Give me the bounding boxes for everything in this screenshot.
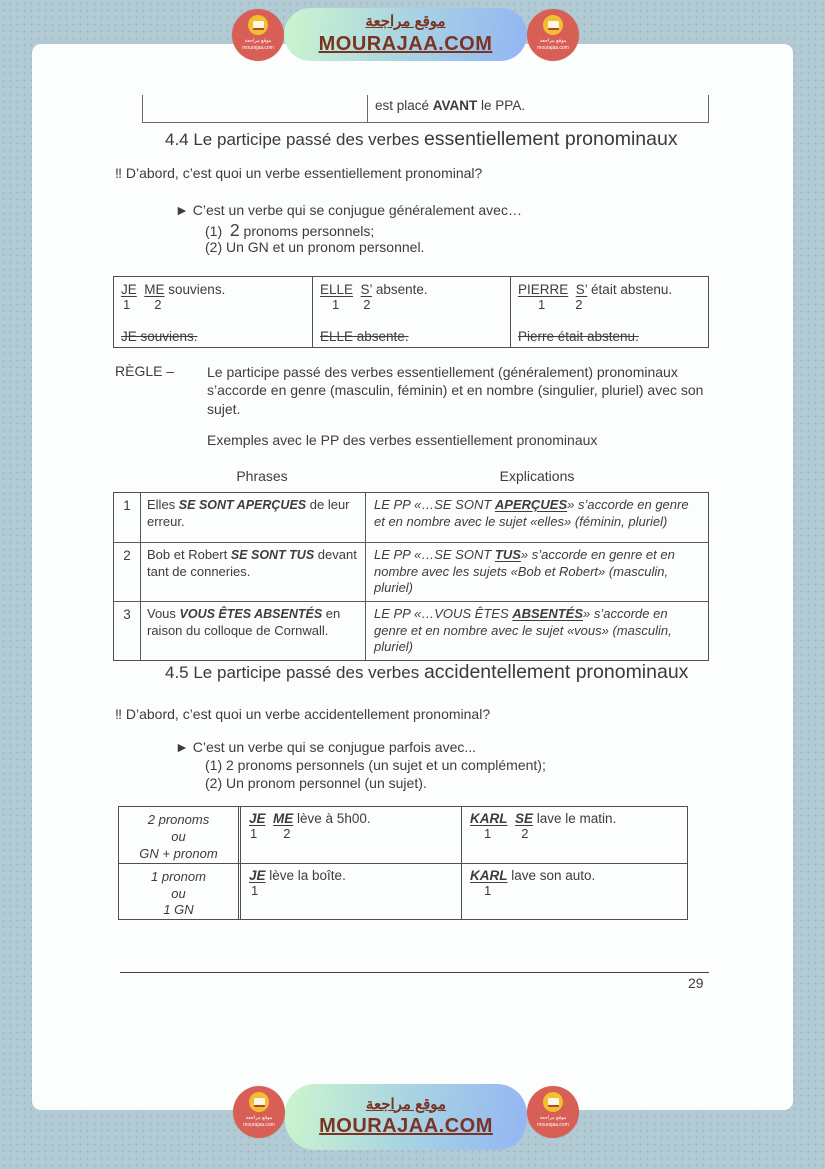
- badge-text: موقع مراجعة mourajaa.com: [537, 38, 569, 51]
- example-cell: JE lève la boîte. 1: [241, 864, 462, 920]
- section-4-4-bullet: ► C’est un verbe qui se conjugue généralement avec…: [175, 202, 522, 218]
- section-4-5-title: 4.5 Le participe passé des verbes accidentellement pronominaux: [165, 661, 689, 683]
- column-header-explications: Explications: [499, 468, 575, 484]
- section-4-4-question: ‼ D’abord, c’est quoi un verbe essentiellement pronominal?: [115, 165, 483, 181]
- section-4-4-title: 4.4 Le participe passé des verbes essentiellement pronominaux: [165, 128, 678, 150]
- row-number: 1: [114, 493, 141, 542]
- row-label-cell: 2 pronoms ou GN + pronom: [119, 807, 241, 863]
- section-4-5-item-1: (1) 2 pronoms personnels (un sujet et un complément);: [205, 757, 546, 773]
- phrase-cell: Vous VOUS ÊTES ABSENTÉS en raison du colloque de Cornwall.: [141, 602, 366, 660]
- example-cell: ELLE S’ absente. 1 2 ELLE absente.: [312, 277, 510, 347]
- row-number: 2: [114, 543, 141, 601]
- header-left-logo-badge[interactable]: [232, 9, 284, 61]
- carryover-table: [142, 95, 709, 123]
- brand-name-arabic: موقع مراجعة: [365, 1095, 447, 1113]
- document-page: [32, 44, 793, 1110]
- explanation-cell: LE PP «…VOUS ÊTES ABSENTÉS» s’accorde en genre et en nombre avec le sujet «vous» (masculin, pluriel): [374, 605, 672, 655]
- carryover-cell-text: est placé AVANT le PPA.: [375, 98, 526, 113]
- brand-name-arabic: موقع مراجعة: [365, 13, 446, 31]
- section-4-5-bullet: ► C’est un verbe qui se conjugue parfois avec...: [175, 739, 477, 755]
- badge-text: موقع مراجعة mourajaa.com: [242, 38, 274, 51]
- rule-text: Le participe passé des verbes essentiellement (généralement) pronominaux s’accorde en genre (masculin, féminin) et en nombre (singulier, pluriel) avec son sujet.: [207, 364, 704, 417]
- header-right-logo-badge[interactable]: [527, 9, 579, 61]
- essential-pronominal-examples-table: [113, 276, 709, 348]
- phrase-cell: Elles SE SONT APERÇUES de leur erreur.: [141, 493, 366, 542]
- explanation-cell: LE PP «…SE SONT APERÇUES» s’accorde en genre et en nombre avec le sujet «elles» (féminin, pluriel): [374, 497, 689, 529]
- table-row: [114, 601, 708, 660]
- explanation-cell: LE PP «…SE SONT TUS» s’accorde en genre et en nombre avec les sujets «Bob et Robert» (masculin, pluriel): [374, 547, 675, 596]
- accidental-pronominal-table: [118, 806, 688, 920]
- phrases-explications-table: [113, 492, 709, 661]
- examples-caption: Exemples avec le PP des verbes essentiellement pronominaux: [207, 432, 598, 448]
- footer-right-logo-badge[interactable]: [527, 1086, 579, 1138]
- badge-text: موقع مراجعة mourajaa.com: [243, 1115, 275, 1128]
- example-cell: JE ME lève à 5h00. 1 2: [241, 807, 462, 863]
- rule-label: RÈGLE –: [115, 363, 175, 379]
- column-header-phrases: Phrases: [236, 468, 288, 484]
- section-4-4-item-2: (2) Un GN et un pronom personnel.: [205, 239, 425, 255]
- example-cell: JE ME souviens. 1 2 JE souviens.: [121, 282, 226, 344]
- brand-url: MOURAJAA.COM: [319, 1115, 493, 1138]
- section-4-4-item-1: (1) 2 pronoms personnels;: [205, 220, 375, 240]
- section-4-5-question: ‼ D’abord, c’est quoi un verbe accidentellement pronominal?: [115, 706, 491, 722]
- example-cell: KARL SE lave le matin. 1 2: [470, 811, 617, 841]
- example-cell: PIERRE S’ était abstenu. 1 2 Pierre était abstenu.: [510, 277, 708, 347]
- table-row: [119, 807, 687, 863]
- row-label-cell: 1 pronom ou 1 GN: [119, 864, 241, 920]
- book-icon: [248, 15, 268, 35]
- book-icon: [543, 15, 563, 35]
- badge-text: موقع مراجعة mourajaa.com: [537, 1115, 569, 1128]
- table-divider: [367, 95, 368, 122]
- table-row: [114, 493, 708, 542]
- phrase-cell: Bob et Robert SE SONT TUS devant tant de conneries.: [141, 543, 366, 601]
- footer-left-logo-badge[interactable]: [233, 1086, 285, 1138]
- book-icon: [249, 1092, 269, 1112]
- table-row: [119, 863, 687, 920]
- book-icon: [543, 1092, 563, 1112]
- section-4-5-item-2: (2) Un pronom personnel (un sujet).: [205, 775, 427, 791]
- header-brand-pill[interactable]: [284, 8, 527, 61]
- footer-divider: [120, 972, 709, 973]
- footer-brand-pill[interactable]: [285, 1084, 527, 1150]
- row-number: 3: [114, 602, 141, 660]
- table-row: [114, 542, 708, 601]
- example-cell: KARL lave son auto. 1: [470, 867, 596, 898]
- page-number: 29: [688, 975, 704, 991]
- brand-url: MOURAJAA.COM: [318, 32, 493, 55]
